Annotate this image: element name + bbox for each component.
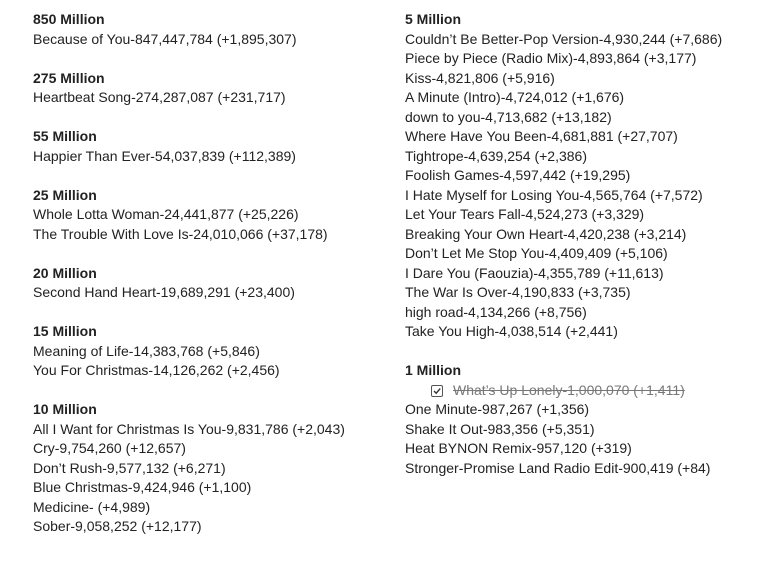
- song-entry: Second Hand Heart-19,689,291 (+23,400): [33, 284, 295, 300]
- song-entry: Shake It Out-983,356 (+5,351): [405, 420, 595, 437]
- song-entry: I Dare You (Faouzia)-4,355,789 (+11,613): [405, 264, 664, 281]
- milestone-heading: 25 Million: [33, 186, 97, 203]
- song-entry: Blue Christmas-9,424,946 (+1,100): [33, 479, 252, 495]
- milestone-heading: 1 Million: [405, 362, 461, 378]
- song-entry: Piece by Piece (Radio Mix)-4,893,864 (+3,177): [405, 50, 697, 66]
- milestone-section: [33, 127, 393, 166]
- song-entry: You For Christmas-14,126,262 (+2,456): [33, 362, 280, 378]
- song-entry: Breaking Your Own Heart-4,420,238 (+3,214): [405, 225, 687, 242]
- milestone-section: [33, 10, 393, 49]
- left-column: [33, 10, 393, 556]
- song-entry: Stronger-Promise Land Radio Edit-900,419 (+84): [405, 459, 711, 476]
- song-entry: Don’t Let Me Stop You-4,409,409 (+5,106): [405, 245, 668, 261]
- song-entry: Happier Than Ever-54,037,839 (+112,389): [33, 147, 296, 164]
- milestone-heading: 10 Million: [33, 401, 97, 417]
- song-entry: Medicine- (+4,989): [33, 498, 151, 515]
- milestone-section: [33, 186, 393, 245]
- song-entry: Let Your Tears Fall-4,524,273 (+3,329): [405, 206, 645, 222]
- milestone-heading: 850 Million: [33, 11, 105, 27]
- song-entry: I Hate Myself for Losing You-4,565,764 (+7,572): [405, 186, 703, 203]
- checkmark-icon: [432, 386, 442, 396]
- right-column: [405, 10, 775, 498]
- song-entry: high road-4,134,266 (+8,756): [405, 303, 587, 320]
- song-entry: Where Have You Been-4,681,881 (+27,707): [405, 128, 678, 144]
- milestone-section: [33, 322, 393, 381]
- song-entry: Kiss-4,821,806 (+5,916): [405, 69, 555, 86]
- song-entry: Cry-9,754,260 (+12,657): [33, 440, 186, 456]
- song-entry: Foolish Games-4,597,442 (+19,295): [405, 167, 631, 183]
- song-entry: The War Is Over-4,190,833 (+3,735): [405, 284, 631, 300]
- milestone-section: [405, 361, 775, 478]
- milestone-heading: 55 Million: [33, 128, 97, 144]
- milestone-heading: 275 Million: [33, 69, 105, 86]
- song-entry: down to you-4,713,682 (+13,182): [405, 108, 612, 125]
- song-entry: Meaning of Life-14,383,768 (+5,846): [33, 342, 260, 359]
- song-entry: Heartbeat Song-274,287,087 (+231,717): [33, 89, 286, 105]
- song-entry: Heat BYNON Remix-957,120 (+319): [405, 440, 632, 456]
- checklist-item: [405, 381, 775, 401]
- song-entry: A Minute (Intro)-4,724,012 (+1,676): [405, 89, 625, 105]
- milestone-section: [33, 264, 393, 303]
- song-entry: Because of You-847,447,784 (+1,895,307): [33, 30, 297, 47]
- milestone-section: [33, 69, 393, 108]
- song-entry: Tightrope-4,639,254 (+2,386): [405, 147, 587, 164]
- song-entry: Couldn’t Be Better-Pop Version-4,930,244 (+7,686): [405, 30, 723, 47]
- checkbox[interactable]: [431, 385, 443, 397]
- song-entry: Don’t Rush-9,577,132 (+6,271): [33, 459, 226, 476]
- checklist-item-text: What’s Up Lonely-1,000,070 (+1,411): [453, 381, 685, 398]
- song-entry: All I Want for Christmas Is You-9,831,786 (+2,043): [33, 420, 345, 437]
- song-entry: Take You High-4,038,514 (+2,441): [405, 323, 618, 339]
- milestone-section: [33, 400, 393, 537]
- song-entry: Sober-9,058,252 (+12,177): [33, 518, 202, 534]
- milestone-heading: 20 Million: [33, 264, 97, 281]
- milestone-section: [405, 10, 775, 342]
- milestone-heading: 5 Million: [405, 11, 461, 27]
- song-entry: One Minute-987,267 (+1,356): [405, 401, 590, 417]
- milestone-heading: 15 Million: [33, 323, 97, 339]
- song-entry: Whole Lotta Woman-24,441,877 (+25,226): [33, 206, 299, 222]
- song-entry: The Trouble With Love Is-24,010,066 (+37,178): [33, 225, 328, 242]
